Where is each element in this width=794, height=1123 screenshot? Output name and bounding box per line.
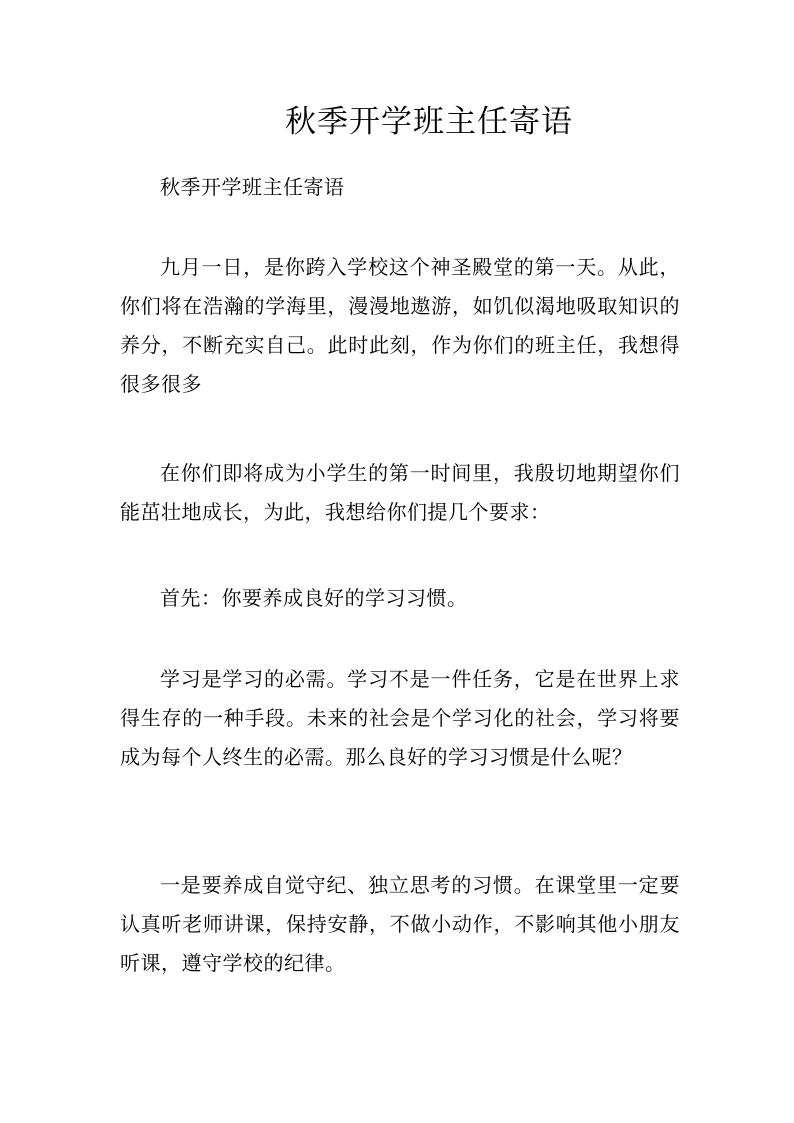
paragraph: 在你们即将成为小学生的第一时间里，我殷切地期望你们能茁壮地成长，为此，我想给你们提几个要求：	[120, 461, 680, 524]
document-subtitle: 秋季开学班主任寄语	[160, 175, 345, 199]
document-title: 秋季开学班主任寄语	[285, 104, 573, 140]
paragraph: 学习是学习的必需。学习不是一件任务，它是在世界上求得生存的一种手段。未来的社会是个学习化的社会，学习将要成为每个人终生的必需。那么良好的学习习惯是什么呢？	[120, 667, 680, 769]
paragraph: 九月一日，是你跨入学校这个神圣殿堂的第一天。从此，你们将在浩瀚的学海里，漫漫地遨游，如饥似渴地吸取知识的养分，不断充实自己。此时此刻，作为你们的班主任，我想得很多很多	[120, 255, 680, 396]
paragraph: 首先：你要养成良好的学习习惯。	[160, 586, 468, 610]
paragraph: 一是要养成自觉守纪、独立思考的习惯。在课堂里一定要认真听老师讲课，保持安静，不做小动作，不影响其他小朋友听课，遵守学校的纪律。	[120, 873, 680, 975]
